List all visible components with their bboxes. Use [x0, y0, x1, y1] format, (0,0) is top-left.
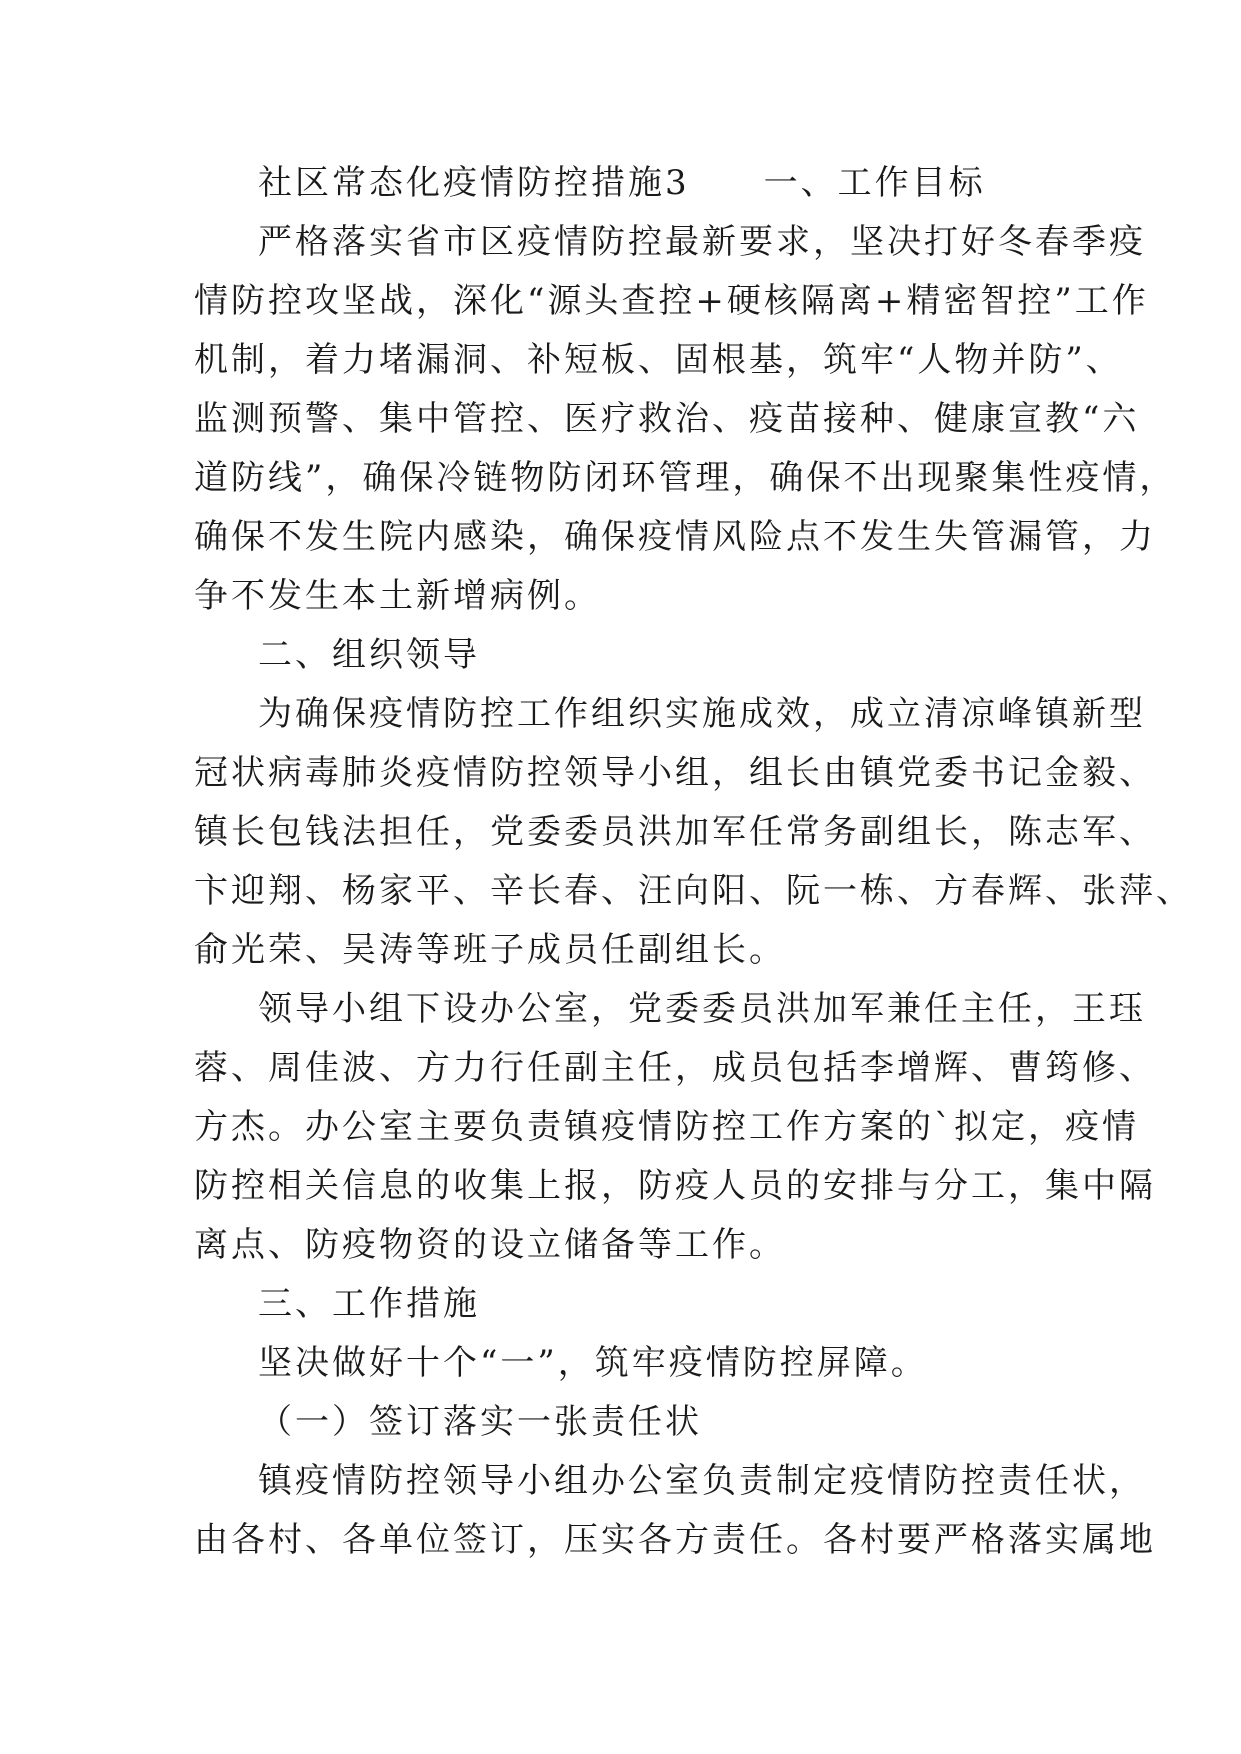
paragraph-line: 冠状病毒肺炎疫情防控领导小组，组长由镇党委书记金毅、 — [194, 753, 1156, 793]
paragraph-line: 镇长包钱法担任，党委委员洪加军任常务副组长，陈志军、 — [194, 812, 1156, 852]
paragraph-line: 坚决做好十个“一”，筑牢疫情防控屏障。 — [258, 1343, 928, 1383]
paragraph-line: 离点、防疫物资的设立储备等工作。 — [194, 1225, 786, 1265]
paragraph-line: 严格落实省市区疫情防控最新要求，坚决打好冬春季疫 — [258, 222, 1146, 262]
section-heading: 二、组织领导 — [258, 635, 480, 675]
paragraph-line: 由各村、各单位签订，压实各方责任。各村要严格落实属地 — [194, 1520, 1156, 1560]
paragraph-line: 为确保疫情防控工作组织实施成效，成立清凉峰镇新型 — [258, 694, 1146, 734]
paragraph-line: 镇疫情防控领导小组办公室负责制定疫情防控责任状， — [258, 1461, 1146, 1501]
paragraph-line: 道防线”，确保冷链物防闭环管理，确保不出现聚集性疫情， — [194, 458, 1177, 498]
paragraph-line: 领导小组下设办公室，党委委员洪加军兼任主任，王珏 — [258, 989, 1146, 1029]
paragraph-line: 俞光荣、吴涛等班子成员任副组长。 — [194, 930, 786, 970]
paragraph-line: 监测预警、集中管控、医疗救治、疫苗接种、健康宣教“六 — [194, 399, 1140, 439]
paragraph-line: 争不发生本土新增病例。 — [194, 576, 601, 616]
paragraph-line: 情防控攻坚战，深化“源头查控+硬核隔离+精密智控”工作 — [194, 281, 1149, 321]
paragraph-line: 蓉、周佳波、方力行任副主任，成员包括李增辉、曹筠修、 — [194, 1048, 1156, 1088]
paragraph-line: 确保不发生院内感染，确保疫情风险点不发生失管漏管，力 — [194, 517, 1156, 557]
paragraph-line: 方杰。办公室主要负责镇疫情防控工作方案的`拟定，疫情 — [194, 1107, 1139, 1147]
subsection-heading: （一）签订落实一张责任状 — [258, 1402, 702, 1442]
paragraph-line: 防控相关信息的收集上报，防疫人员的安排与分工，集中隔 — [194, 1166, 1156, 1206]
document-title-line: 社区常态化疫情防控措施3 一、工作目标 — [258, 163, 986, 203]
paragraph-line: 机制，着力堵漏洞、补短板、固根基，筑牢“人物并防”、 — [194, 340, 1123, 380]
paragraph-line: 卞迎翔、杨家平、辛长春、汪向阳、阮一栋、方春辉、张萍、 — [194, 871, 1193, 911]
section-heading: 三、工作措施 — [258, 1284, 480, 1324]
